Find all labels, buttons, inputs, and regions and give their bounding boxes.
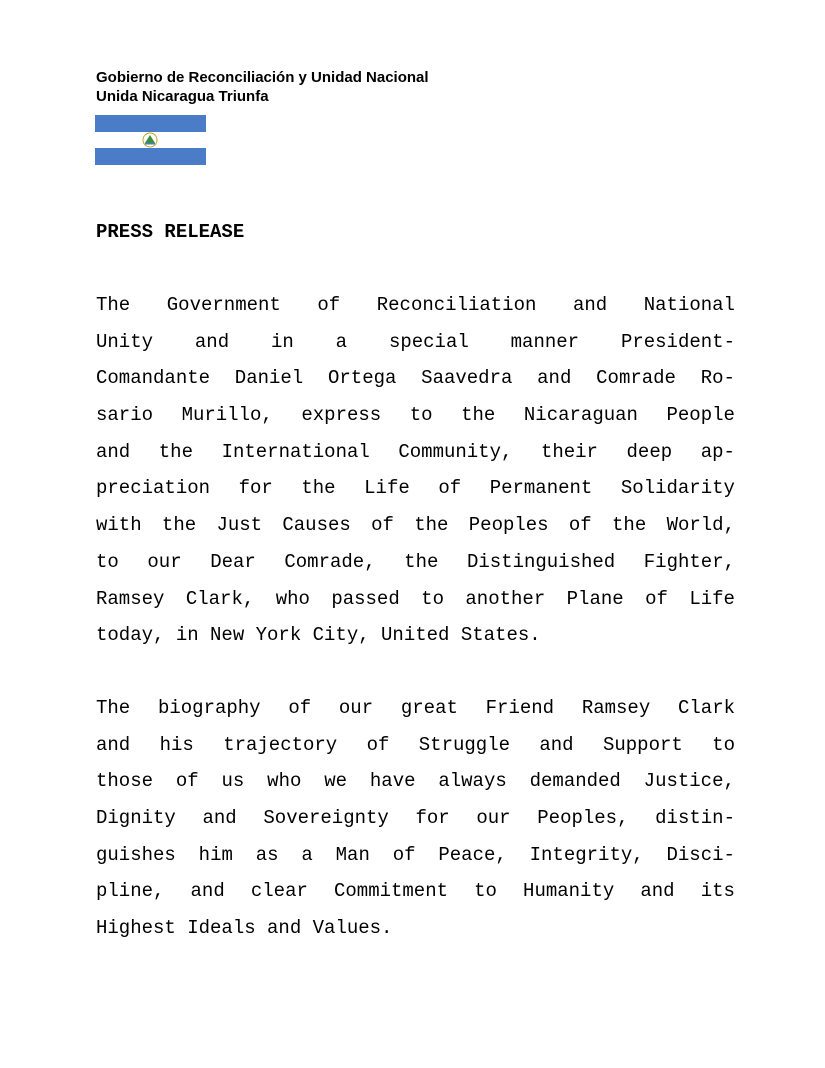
word: their — [540, 440, 598, 463]
word: Just — [216, 514, 263, 537]
paragraph-line — [96, 873, 735, 910]
word: The — [96, 697, 131, 719]
word: Fighter, — [643, 550, 735, 573]
word: Friend — [485, 697, 555, 719]
word: and — [539, 733, 574, 756]
word: Comrade, — [284, 550, 376, 573]
word: Humanity — [523, 880, 615, 903]
word: and — [202, 807, 237, 830]
word: and — [640, 880, 675, 903]
letterhead — [96, 68, 429, 106]
word: States. — [460, 624, 541, 647]
word: for — [415, 807, 450, 830]
word: Peace, — [438, 843, 507, 866]
word: Justice, — [643, 770, 735, 793]
word: the — [301, 477, 336, 500]
word: Comandante — [96, 367, 211, 390]
word: Ortega — [327, 367, 397, 390]
word: Ro- — [700, 367, 735, 390]
word: Saavedra — [421, 367, 513, 390]
paragraph-line — [96, 581, 735, 618]
word: City, — [312, 624, 370, 647]
word: to — [474, 880, 497, 903]
word: and — [537, 367, 572, 390]
word: Peoples — [468, 514, 549, 537]
word: Peoples, — [537, 807, 629, 830]
word: with — [96, 514, 142, 537]
word: Distinguished — [466, 550, 616, 573]
word: World, — [666, 514, 735, 537]
word: and — [190, 880, 225, 903]
word: Permanent — [489, 477, 593, 500]
word: Disci- — [666, 843, 735, 866]
word: Dear — [210, 550, 256, 573]
word: Clark — [677, 697, 735, 719]
word: Reconciliation — [376, 294, 537, 316]
word: trajectory — [223, 733, 338, 756]
word: his — [159, 733, 194, 756]
paragraph-line — [96, 397, 735, 434]
word: guishes — [96, 843, 176, 866]
word: ap- — [700, 440, 735, 463]
word: Plane — [566, 587, 624, 610]
nicaragua-flag-icon — [95, 115, 206, 165]
word: and — [572, 294, 608, 316]
word: Clark, — [185, 587, 255, 610]
word: and — [96, 733, 131, 756]
word: Ideals — [187, 917, 256, 940]
word: a — [335, 330, 348, 353]
word: have — [369, 770, 416, 793]
word: Solidarity — [620, 477, 735, 500]
word: the — [612, 514, 647, 537]
paragraph-line — [96, 800, 735, 837]
word: distin- — [655, 807, 735, 830]
word: the — [404, 550, 439, 573]
word: Unity — [96, 330, 154, 353]
word: we — [324, 770, 348, 793]
word: our — [338, 697, 374, 719]
paragraph-line — [96, 727, 735, 764]
word: of — [288, 697, 312, 719]
word: the — [414, 514, 449, 537]
word: passed — [331, 587, 400, 610]
word: manner — [510, 330, 580, 353]
word: Murillo, — [181, 404, 273, 427]
word: Comrade — [596, 367, 676, 390]
word: Ramsey — [96, 587, 165, 610]
word: who — [267, 770, 302, 793]
word: People — [666, 404, 735, 427]
word: of — [371, 514, 394, 537]
word: those — [96, 770, 154, 793]
word: and — [194, 330, 230, 353]
word: New — [210, 624, 245, 647]
word: Sovereignty — [263, 807, 389, 830]
word: of — [392, 843, 416, 866]
letterhead-government-name: Gobierno de Reconciliación y Unidad Nacional — [96, 69, 429, 86]
letterhead-slogan: Unida Nicaragua Triunfa — [96, 88, 269, 105]
paragraph-line — [96, 910, 735, 947]
word: to — [712, 733, 735, 756]
paragraph-line — [96, 324, 735, 361]
word: Values. — [312, 917, 393, 940]
word: Support — [602, 733, 683, 756]
word: and — [267, 917, 302, 940]
word: to — [421, 587, 444, 610]
word: Life — [364, 477, 410, 500]
word: of — [317, 294, 341, 316]
word: in — [175, 624, 199, 647]
paragraph-line — [96, 763, 735, 800]
word: United — [381, 624, 450, 647]
paragraph-line — [96, 470, 735, 507]
word: The — [96, 294, 131, 316]
paragraph-tribute — [96, 287, 735, 654]
word: Dignity — [96, 807, 176, 830]
paragraph-biography — [96, 690, 735, 947]
word: York — [255, 624, 302, 647]
paragraph-line — [96, 617, 735, 654]
word: sario — [96, 404, 154, 427]
word: Man — [335, 843, 370, 866]
word: of — [366, 733, 390, 756]
word: Life — [689, 587, 735, 610]
word: its — [700, 880, 735, 903]
word: Integrity, — [529, 843, 644, 866]
paragraph-line — [96, 507, 735, 544]
word: the — [161, 514, 197, 537]
word: Struggle — [418, 733, 510, 756]
paragraph-line — [96, 837, 735, 874]
word: to — [409, 404, 433, 427]
word: express — [301, 404, 382, 427]
paragraph-line — [96, 544, 735, 581]
paragraph-line — [96, 690, 735, 727]
word: Highest — [96, 917, 176, 940]
word: Community, — [398, 440, 513, 463]
word: Commitment — [333, 880, 449, 903]
word: biography — [157, 697, 261, 719]
word: a — [301, 843, 313, 866]
word: International — [221, 440, 370, 463]
word: our — [147, 550, 182, 573]
word: today, — [96, 624, 165, 647]
word: our — [476, 807, 511, 830]
word: the — [461, 404, 496, 427]
paragraph-line — [96, 434, 735, 471]
word: and — [96, 440, 131, 463]
word: for — [238, 477, 273, 500]
word: who — [275, 587, 310, 610]
word: President- — [620, 330, 735, 353]
word: of — [175, 770, 199, 793]
word: the — [158, 440, 193, 463]
paragraph-line — [96, 360, 735, 397]
word: of — [645, 587, 668, 610]
word: deep — [626, 440, 673, 463]
word: us — [221, 770, 245, 793]
word: him — [198, 843, 233, 866]
word: to — [96, 550, 119, 573]
word: Nicaraguan — [523, 404, 638, 427]
word: as — [255, 843, 279, 866]
press-release-title: PRESS RELEASE — [96, 221, 245, 243]
word: of — [438, 477, 462, 500]
word: demanded — [529, 770, 621, 793]
word: Daniel — [234, 367, 304, 390]
word: always — [438, 770, 507, 793]
word: great — [400, 697, 458, 719]
word: Causes — [282, 514, 351, 537]
word: Ramsey — [581, 697, 651, 719]
word: pline, — [96, 880, 165, 903]
word: National — [643, 294, 735, 316]
word: another — [465, 587, 546, 610]
word: Government — [166, 294, 281, 316]
word: preciation — [96, 477, 211, 500]
word: clear — [250, 880, 308, 903]
word: of — [568, 514, 592, 537]
paragraph-line — [96, 287, 735, 324]
word: in — [270, 330, 294, 353]
word: special — [388, 330, 469, 353]
